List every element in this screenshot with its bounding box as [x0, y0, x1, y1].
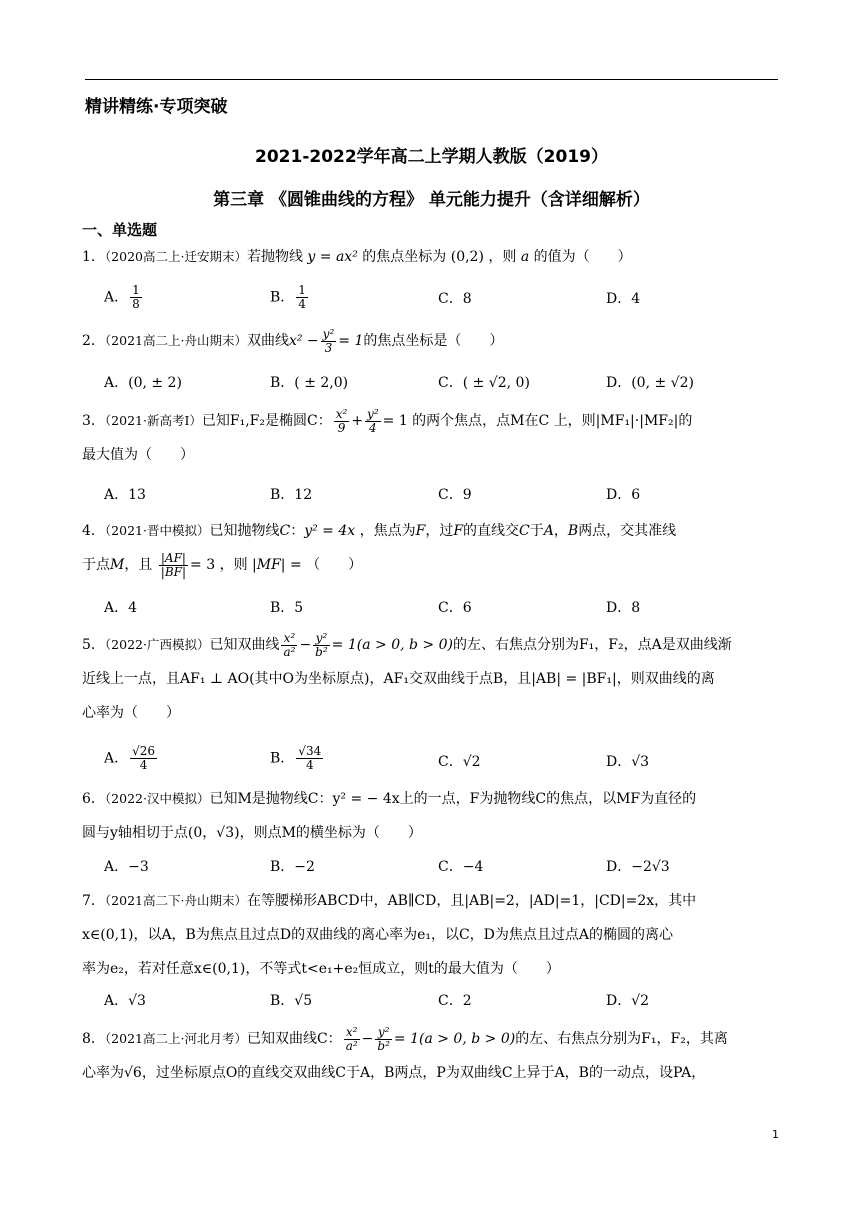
- options-q5: [104, 745, 778, 775]
- options-q7: [104, 990, 778, 1020]
- fraction: $\frac{1}{4}$: [298, 283, 306, 311]
- option-b[interactable]: B．12: [270, 487, 313, 503]
- option-c[interactable]: C．−4: [438, 859, 484, 875]
- formula: y = ax²: [307, 249, 358, 265]
- option-a[interactable]: A．4: [104, 600, 138, 616]
- option-a[interactable]: A．(0, ± 2): [104, 375, 182, 391]
- fraction: $\frac{\text{x²}}{9}$: [335, 406, 348, 435]
- question-3: 3．（2021·新高考Ⅰ）已知F₁,F₂是椭圆C： $\frac{\text{x²}}{9}$ + $\frac{\text{y²}}{4}$ = 1 的两个焦点，点M在C 上，则|MF₁|·|MF₂|的 最大值为（ ）: [82, 406, 693, 463]
- question-text: 若抛物线: [246, 249, 308, 265]
- option-c[interactable]: C．2: [438, 993, 472, 1009]
- fraction: $\frac{\text{y²}}{4}$: [367, 406, 379, 435]
- option-c[interactable]: C．√2: [438, 754, 481, 770]
- option-b[interactable]: B． $\frac{√34}{4}$: [270, 744, 322, 772]
- fraction: $\frac{1}{8}$: [132, 283, 140, 311]
- question-text: 的焦点坐标为 (0,2) ，则: [357, 249, 521, 265]
- fraction: $\frac{\text{x²}}{\text{a²}}$: [283, 630, 296, 659]
- question-7: 7．（2021高二下·舟山期末）在等腰梯形ABCD中，AB∥CD，且|AB|=2，|AD|=1，|CD|=2x，其中 x∈(0,1)，以A，B为焦点且过点D的双曲线的离心率为e₁，以C，D为焦点且过点A的椭圆的离心 率为e₂，若对任意x∈(0,1)，不等式t<e₁+e₂恒成立，则t的最大值为（ ）: [82, 893, 697, 977]
- question-6: 6．（2022·汉中模拟）已知M是抛物线C：y² = − 4x上的一点，F为抛物线C的焦点，以MF为直径的 圆与y轴相切于点(0，√3)，则点M的横坐标为（ ）: [82, 791, 697, 841]
- question-8: 8．（2021高二上·河北月考）已知双曲线C： $\frac{\text{x²}}{\text{a²}}$ − $\frac{\text{y²}}{\text{b²}}$ = 1(a > 0, b > 0)的左、右焦点分别为F₁，F₂，其离 心率为√6，过坐标原点O的直线交双曲线C于A，B两点，P为双曲线C上异于A，B的一动点，设PA，: [82, 1024, 728, 1081]
- question-source: （2021高二上·舟山期末）: [104, 333, 247, 348]
- question-2: 2．（2021高二上·舟山期末）双曲线x² − $\frac{\text{y²}}{3}$ = 1的焦点坐标是（ ）: [82, 326, 504, 355]
- question-5: 5．（2022·广西模拟）已知双曲线 $\frac{\text{x²}}{\text{a²}}$ − $\frac{\text{y²}}{\text{b²}}$ = 1(a > 0, b > 0)的左、右焦点分别为F₁，F₂，点A是双曲线渐 近线上一点，且AF₁ ⊥ AO(其中O为坐标原点)，AF₁交双曲线于点B，且|AB| = |BF₁|，则双曲线的离 心率为（ ）: [82, 630, 732, 721]
- fraction: $\frac{\text{x²}}{\text{a²}}$: [345, 1024, 358, 1053]
- section-heading: 一、单选题: [82, 221, 158, 239]
- option-d[interactable]: D．√3: [606, 754, 650, 770]
- question-source: （2022·汉中模拟）: [104, 791, 210, 806]
- option-a[interactable]: A． $\frac{√26}{4}$: [104, 744, 156, 772]
- fraction: $\frac{\text{y²}}{\text{b²}}$: [315, 630, 328, 659]
- title-line-2: 第三章 《圆锥曲线的方程》 单元能力提升（含详细解析）: [213, 190, 650, 210]
- title-line-1: 2021-2022学年高二上学期人教版（2019）: [255, 147, 608, 167]
- question-source: （2021高二下·舟山期末）: [104, 893, 247, 908]
- option-b[interactable]: B．( ± 2,0): [270, 375, 349, 391]
- fraction: $\frac{√26}{4}$: [132, 744, 156, 772]
- option-b[interactable]: B．√5: [270, 993, 313, 1009]
- brand-label: 精讲精练·专项突破: [85, 97, 228, 117]
- option-a[interactable]: A．√3: [104, 993, 146, 1009]
- option-b[interactable]: B． $\frac{1}{4}$: [270, 283, 306, 311]
- question-1: [82, 240, 778, 274]
- question-source: （2021·晋中模拟）: [104, 523, 210, 538]
- option-a[interactable]: A．13: [104, 487, 146, 503]
- option-c[interactable]: C．9: [438, 487, 472, 503]
- question-source: （2022·广西模拟）: [104, 637, 210, 652]
- header-rule: [85, 79, 778, 80]
- option-c[interactable]: C．8: [438, 291, 472, 307]
- option-b[interactable]: B．5: [270, 600, 304, 616]
- fraction: $\frac{|AF|}{|BF|}$: [160, 550, 187, 579]
- options-q1: [104, 284, 778, 314]
- question-4: 4．（2021·晋中模拟）已知抛物线C：y² = 4x ，焦点为F，过F的直线交C于A，B两点，交其准线 于点M，且 $\frac{|AF|}{|BF|}$ = 3 ，则 |MF| = （ ）: [82, 523, 677, 579]
- question-text: 的值为（ ）: [529, 249, 632, 265]
- option-d[interactable]: D．(0, ± √2): [606, 375, 694, 391]
- formula: y² = 4x: [304, 523, 356, 539]
- option-d[interactable]: D．6: [606, 487, 641, 503]
- option-c[interactable]: C．6: [438, 600, 472, 616]
- option-a[interactable]: A． $\frac{1}{8}$: [104, 283, 140, 311]
- variable: a: [520, 249, 530, 265]
- question-source: （2021高二上·河北月考）: [104, 1031, 247, 1046]
- option-d[interactable]: D．√2: [606, 993, 650, 1009]
- formula: = 1: [338, 333, 364, 349]
- question-number: 1．: [82, 249, 105, 265]
- fraction: $\frac{\text{y²}}{3}$: [322, 326, 335, 355]
- question-source: （2020高二上·迁安期末）: [104, 249, 247, 264]
- option-d[interactable]: D．−2√3: [606, 859, 670, 875]
- question-source: （2021·新高考Ⅰ）: [104, 413, 202, 428]
- fraction: $\frac{√34}{4}$: [298, 744, 322, 772]
- fraction: $\frac{\text{y²}}{\text{b²}}$: [377, 1024, 390, 1053]
- option-d[interactable]: D．4: [606, 291, 641, 307]
- options-q2: [104, 372, 778, 402]
- options-q4: [104, 597, 778, 627]
- option-c[interactable]: C．( ± √2, 0): [438, 375, 530, 391]
- option-d[interactable]: D．8: [606, 600, 641, 616]
- option-b[interactable]: B．−2: [270, 859, 315, 875]
- formula: x² −: [288, 333, 319, 349]
- options-q6: [104, 856, 778, 886]
- options-q3: [104, 484, 778, 514]
- option-a[interactable]: A．−3: [104, 859, 149, 875]
- page-number: 1: [772, 1128, 779, 1141]
